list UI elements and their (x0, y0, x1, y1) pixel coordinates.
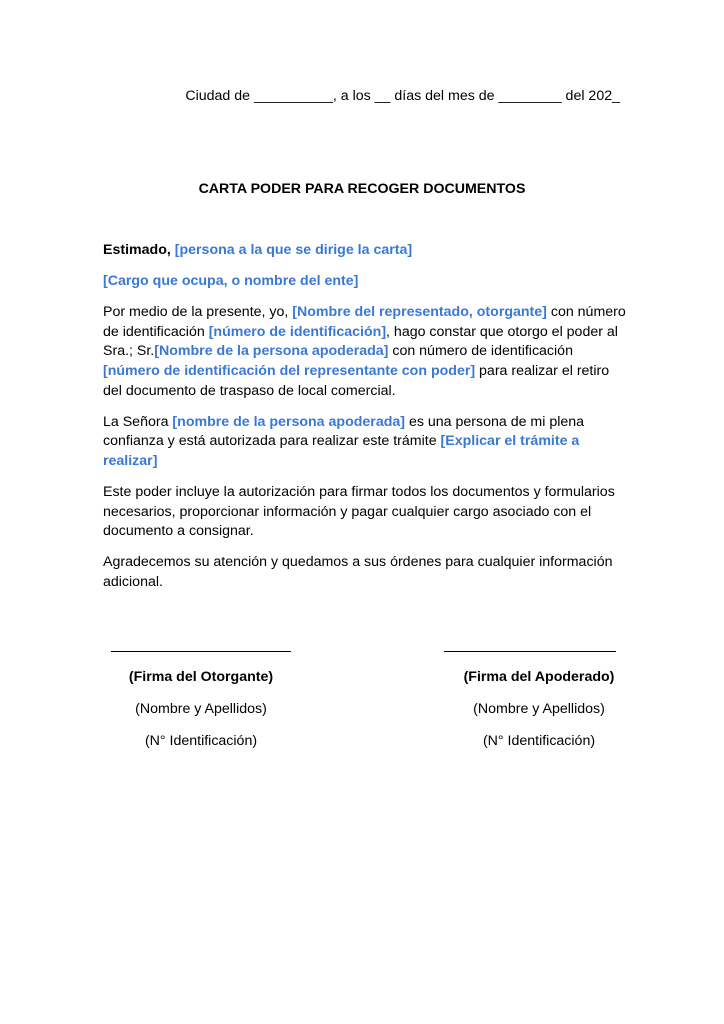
recipient-position (103, 272, 628, 292)
document-title: CARTA PODER PARA RECOGER DOCUMENTOS (198, 181, 526, 197)
signature-line-grantor (111, 651, 291, 652)
grantor-name-placeholder: [Nombre del representado, otorgante] (292, 304, 547, 321)
attorney-signature-title: (Firma del Apoderado) (463, 669, 615, 685)
place-date-line: Ciudad de __________, a los __ días del mes de ________ del 202_ (185, 88, 620, 104)
position-placeholder: [Cargo que ocupa, o nombre del ente] (103, 273, 359, 290)
salutation (103, 241, 628, 261)
paragraph-trust (103, 413, 628, 472)
signature-line-attorney (444, 651, 616, 652)
trust-text-2: es una persona de mi plena confianza y está autorizada para realizar este trámite (103, 413, 585, 450)
attorney-name-label: (Nombre y Apellidos) (473, 701, 605, 717)
grant-text-1: Por medio de la presente, yo, (103, 304, 293, 321)
paragraph-closing: Agradecemos su atención y quedamos a sus órdenes para cualquier información adicional. (103, 554, 613, 590)
grantor-signature-title: (Firma del Otorgante) (128, 669, 274, 685)
letter-body (103, 241, 628, 604)
salutation-placeholder: [persona a la que se dirige la carta] (174, 242, 413, 258)
procedure-placeholder: [Explicar el trámite a realizar] (103, 433, 580, 469)
attorney-name-placeholder: [Nombre de la persona apoderada] (154, 343, 389, 360)
grantor-name-label: (Nombre y Apellidos) (135, 701, 267, 717)
grant-text-3: , hago constar que otorgo el poder al Sra.; Sr. (103, 323, 618, 360)
grant-text-5: para realizar el retiro del documento de traspaso de local comercial. (103, 362, 610, 399)
attorney-name-placeholder-2: [nombre de la persona apoderada] (172, 413, 405, 430)
grant-text-2: con número de identificación (103, 304, 626, 340)
attorney-id-placeholder: [número de identificación del representante con poder] (103, 362, 476, 379)
grantor-id-label: (N° Identificación) (144, 733, 258, 749)
attorney-id-label: (N° Identificación) (482, 733, 596, 749)
grant-text-4: con número de identificación (388, 343, 573, 360)
paragraph-grant (103, 303, 628, 401)
paragraph-scope: Este poder incluye la autorización para firmar todos los documentos y formularios necesarios, proporcionar información y pagar cualquier cargo asociado con el documento a consignar. (103, 483, 615, 540)
trust-text-1: La Señora (103, 413, 173, 430)
salutation-prefix: Estimado, (103, 242, 175, 258)
grantor-id-placeholder: [número de identificación] (208, 323, 387, 340)
